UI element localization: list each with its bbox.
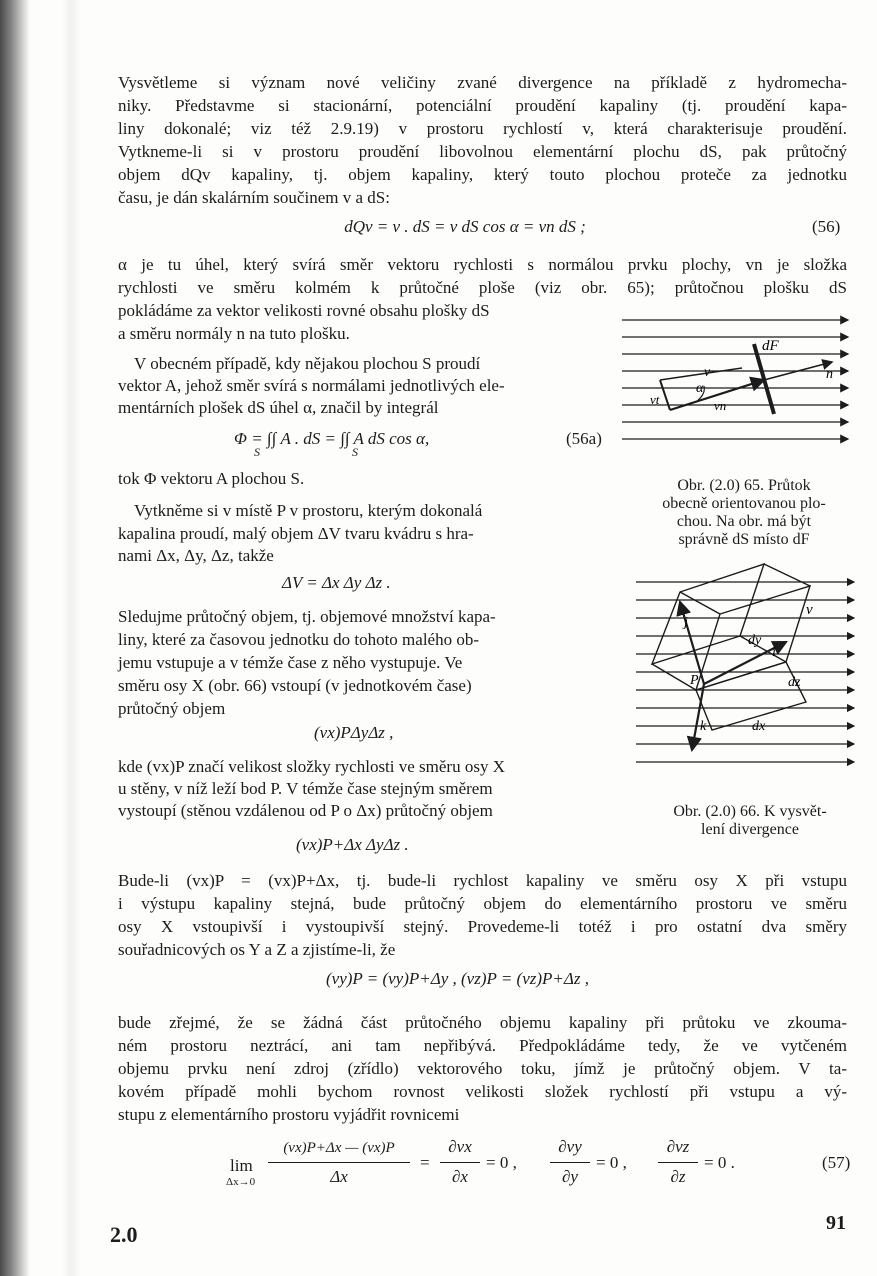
label-df: dF <box>762 338 779 354</box>
text-line: objem dQv kapaliny, tj. objem kapaliny, který touto plochou proteče za jednotku <box>118 165 847 184</box>
label-vt: vt <box>650 392 660 407</box>
streamlines <box>636 582 854 762</box>
equals-zero: = 0 . <box>704 1153 735 1172</box>
text-line: vektor A, jehož směr svírá s normálami jednotlivých ele- <box>118 376 505 395</box>
fraction-denominator: ∂y <box>562 1167 578 1186</box>
fraction-denominator: ∂x <box>452 1167 468 1186</box>
integral-subscript: S <box>254 445 260 459</box>
figure-66 <box>636 562 862 788</box>
equation-number-57: (57) <box>822 1153 851 1172</box>
fraction-numerator: ∂vx <box>448 1137 472 1156</box>
equation-number-56a: (56a) <box>566 429 602 448</box>
label-j: j <box>684 615 688 630</box>
text-line: nami Δx, Δy, Δz, takže <box>118 546 274 565</box>
limit-subscript: Δx→0 <box>226 1176 256 1188</box>
text-line: stupu z elementárního prostoru vyjádřit rovnicemi <box>118 1105 460 1124</box>
section-number: 2.0 <box>110 1222 138 1247</box>
text-line: Vysvětleme si význam nové veličiny zvané divergence na příkladě z hydromecha- <box>118 73 847 92</box>
fraction-numerator: ∂vy <box>558 1137 582 1156</box>
equation-vx-p-dx: (vx)P+Δx ΔyΔz . <box>296 835 409 854</box>
text-line: rychlosti ve směru kolmém k průtočné ploše (viz obr. 65); průtočnou plošku dS <box>118 278 847 297</box>
equation-number-56: (56) <box>812 217 841 236</box>
text-line: mentárních plošek dS úhel α, značil by integrál <box>118 398 439 417</box>
equation-delta-v: ΔV = Δx Δy Δz . <box>282 573 391 592</box>
caption-line: lení divergence <box>701 821 799 838</box>
caption-line: Obr. (2.0) 65. Průtok <box>677 477 811 494</box>
label-dy: dy <box>748 633 762 648</box>
text-line: průtočný objem <box>118 699 226 718</box>
text-line: vystoupí (stěnou vzdálenou od P o Δx) průtočný objem <box>118 801 493 820</box>
text-line: niky. Představme si stacionární, potenciální proudění kapaliny (tj. proudění kapa- <box>118 96 847 115</box>
figure-65 <box>622 306 856 466</box>
limit-operator: lim <box>230 1156 253 1175</box>
text-line: u stěny, v níž leží bod P. V témže čase stejným směrem <box>118 779 493 798</box>
page-number: 91 <box>826 1212 846 1234</box>
text-line: směru osy X (obr. 66) vstoupí (v jednotkovém čase) <box>118 676 472 695</box>
text-line: kde (vx)P značí velikost složky rychlosti ve směru osy X <box>118 757 505 776</box>
equals-sign: = <box>420 1153 430 1172</box>
fraction-numerator: (vx)P+Δx — (vx)P <box>283 1140 395 1156</box>
label-k: k <box>700 719 707 734</box>
text-line: Vytkneme-li si v prostoru proudění libovolnou elementární plochu dS, pak průtočný <box>118 142 847 161</box>
caption-line: obecně orientovanou plo- <box>662 495 826 512</box>
fraction-bar <box>268 1162 410 1163</box>
label-p: P <box>690 673 699 688</box>
equation-56a: Φ = ∫∫ A . dS = ∫∫ A dS cos α, <box>234 429 430 448</box>
caption-line: Obr. (2.0) 66. K vysvět- <box>673 803 827 820</box>
equation-vx-p: (vx)PΔyΔz , <box>314 723 394 742</box>
text-line: kovém případě mohli bychom rovnost velikosti složek rychlostí při vstupu a vý- <box>118 1082 847 1101</box>
text-line: ném prostoru neztrácí, ani tam nepřibývá. Předpokládáme tedy, že ve vytčeném <box>118 1036 847 1055</box>
normal-component <box>660 368 742 380</box>
text-line: Vytkněme si v místě P v prostoru, kterým dokonalá <box>134 501 483 520</box>
volume-element-box <box>652 564 810 730</box>
label-vn: vn <box>714 398 727 413</box>
text-line-flux: tok Φ vektoru A plochou S. <box>118 469 305 488</box>
text-line: liny, které za časovou jednotku do tohoto malého ob- <box>118 630 480 649</box>
text-line: souřadnicových os Y a Z a zjistíme-li, že <box>118 940 396 959</box>
figure-66-drawing <box>636 562 862 788</box>
text-line: pokládáme za vektor velikosti rovné obsahu plošky dS <box>118 301 490 320</box>
fraction-bar <box>440 1162 480 1163</box>
text-line: osy X vstoupivší i vystoupivší stejný. Provedeme-li totéž i pro ostatní dva směry <box>118 917 847 936</box>
fraction-bar <box>658 1162 698 1163</box>
page-gutter-shadow <box>0 0 30 1276</box>
text-line: liny dokonalé; viz též 2.9.19) v prostoru rychlostí v, která charakterisuje proudění. <box>118 119 847 138</box>
label-v: v <box>704 365 711 380</box>
text-line: kapalina proudí, malý objem ΔV tvaru kvádru s hra- <box>118 524 474 543</box>
text-line: času, je dán skalárním součinem v a dS: <box>118 188 390 207</box>
equation-vy-vz: (vy)P = (vy)P+Δy , (vz)P = (vz)P+Δz , <box>326 969 589 988</box>
equals-zero: = 0 , <box>486 1153 517 1172</box>
fraction-denominator: Δx <box>330 1167 348 1186</box>
text-line: bude zřejmé, že se žádná část průtočného objemu kapaliny při průtoku ve zkouma- <box>118 1013 847 1032</box>
text-line: α je tu úhel, který svírá směr vektoru rychlosti s normálou prvku plochy, vn je složka <box>118 255 847 274</box>
label-dx: dx <box>752 719 766 734</box>
text-line: objemu prvku není zdroj (zřídlo) vektorového toku, jímž je průtočný objem. V ta- <box>118 1059 847 1078</box>
text-line: Sledujme průtočný objem, tj. objemové množství kapa- <box>118 607 496 626</box>
label-dz: dz <box>788 675 801 690</box>
caption-line: správně dS místo dF <box>678 531 810 548</box>
integral-subscript: S <box>352 445 358 459</box>
page-fold-shadow <box>62 0 80 1276</box>
streamlines <box>622 320 848 439</box>
fraction-bar <box>550 1162 590 1163</box>
label-i: i <box>772 645 776 660</box>
text-line: a směru normály n na tuto plošku. <box>118 324 350 343</box>
text-line: V obecném případě, kdy nějakou plochou S proudí <box>134 354 481 373</box>
text-line: jemu vstupuje a v témže čase z něho vystupuje. Ve <box>118 653 463 672</box>
label-n: n <box>826 367 833 382</box>
fraction-numerator: ∂vz <box>666 1137 690 1156</box>
text-line: Bude-li (vx)P = (vx)P+Δx, tj. bude-li rychlost kapaliny ve směru osy X při vstupu <box>118 871 847 890</box>
text-line: i výstupu kapaliny stejná, bude průtočný objem do elementárního prostoru ve směru <box>118 894 847 913</box>
equals-zero: = 0 , <box>596 1153 627 1172</box>
label-v: v <box>806 602 813 618</box>
figure-65-drawing <box>622 306 856 466</box>
equation-56: dQv = v . dS = v dS cos α = vn dS ; <box>344 217 586 236</box>
caption-line: chou. Na obr. má být <box>676 513 812 530</box>
label-alpha: α <box>696 381 704 396</box>
fraction-denominator: ∂z <box>670 1167 686 1186</box>
